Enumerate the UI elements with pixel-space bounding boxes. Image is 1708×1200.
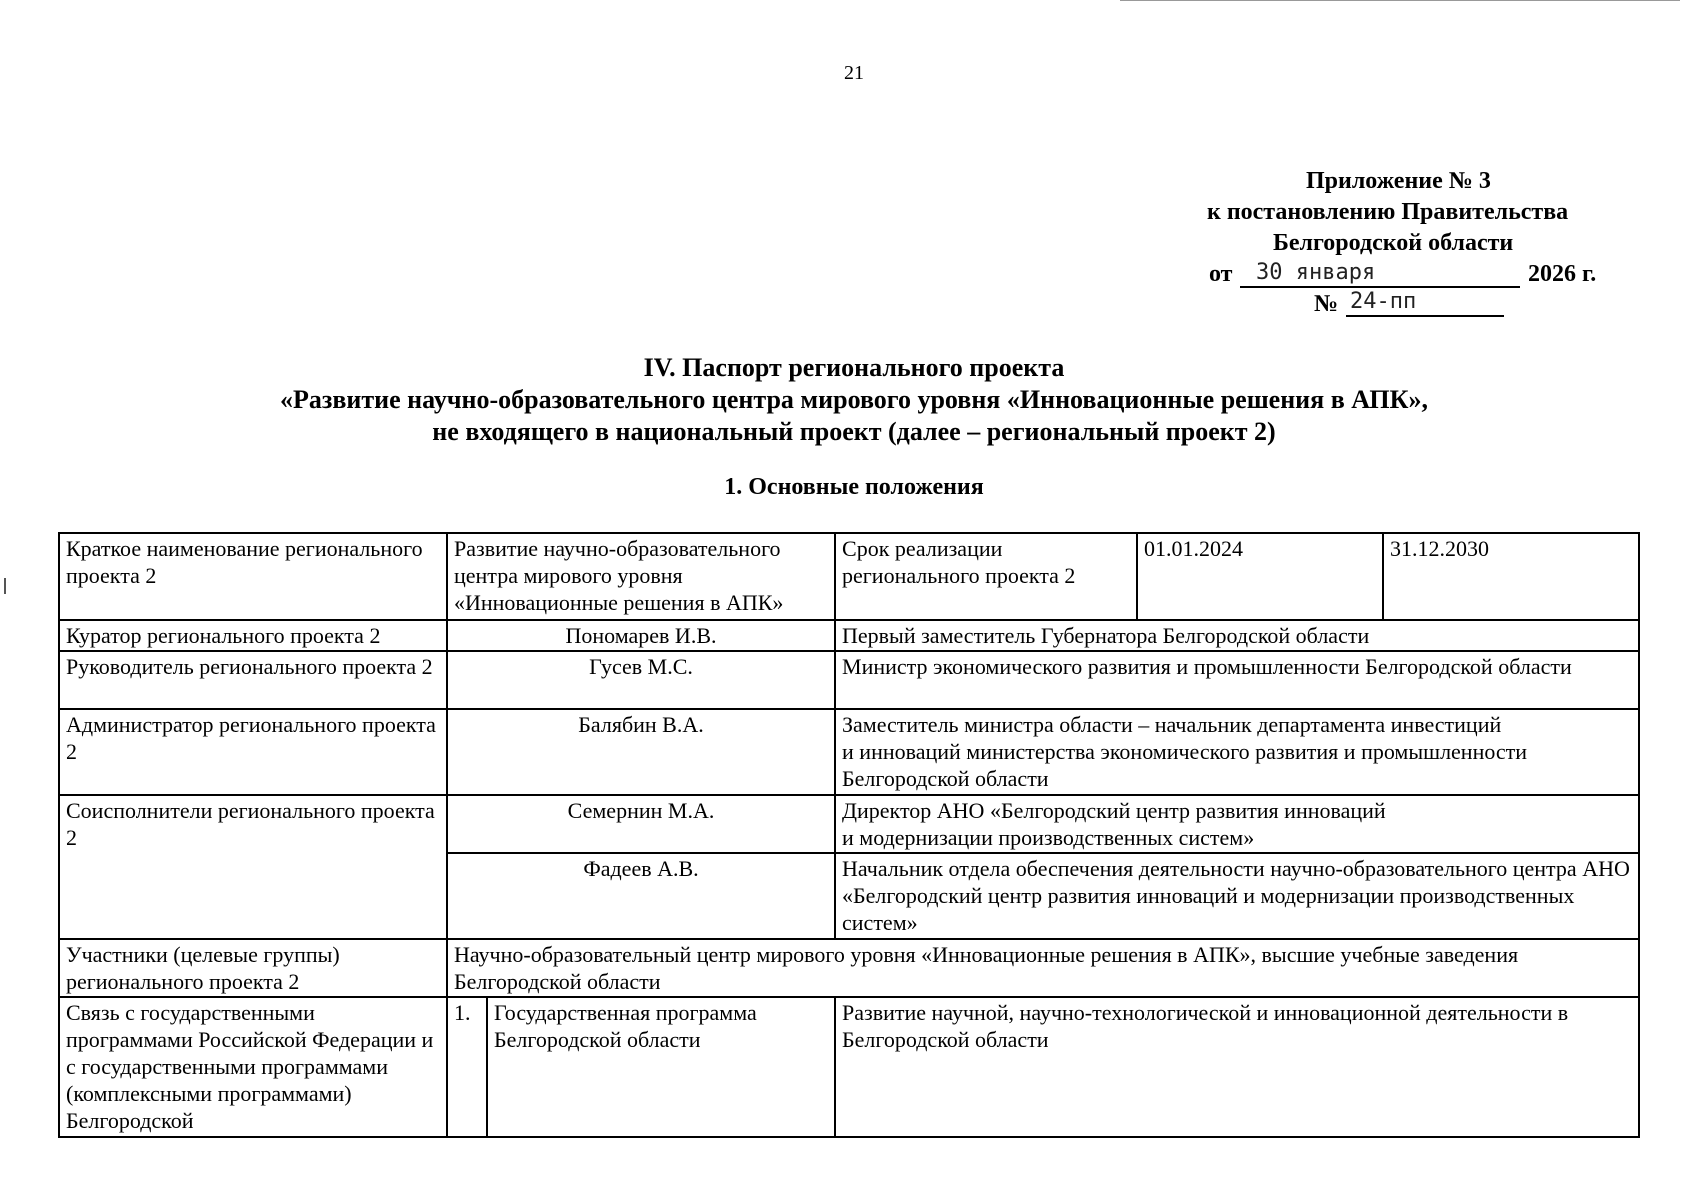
participants-value: Научно-образовательный центр мирового уровня «Инновационные решения в АПК», высшие учебные заведения Белгородской области <box>447 939 1639 997</box>
administrator-position-line1: Заместитель министра области – начальник департамента инвестиций <box>842 712 1502 737</box>
term-end: 31.12.2030 <box>1383 533 1639 620</box>
table-row <box>59 997 1639 1137</box>
title-line-1: IV. Паспорт регионального проекта <box>643 353 1065 382</box>
number-prefix: № <box>1314 291 1339 317</box>
head-person: Гусев М.С. <box>447 651 835 709</box>
table-row <box>59 709 1639 795</box>
title-line-2: «Развитие научно-образовательного центра мирового уровня «Инновационные решения в АПК», <box>280 385 1428 414</box>
term-start: 01.01.2024 <box>1137 533 1383 620</box>
programs-link-label: Связь с государственными программами Российской Федерации и с государственными программами (комплексными программами) Белгородской <box>59 997 447 1137</box>
curator-position: Первый заместитель Губернатора Белгородской области <box>835 620 1639 651</box>
short-name-label: Краткое наименование регионального проекта 2 <box>59 533 447 620</box>
coexecutor-1-position-line2: и модернизации производственных систем» <box>842 825 1255 850</box>
administrator-person: Балябин В.А. <box>447 709 835 795</box>
appendix-resolution-line: к постановлению Правительства <box>1207 199 1569 225</box>
curator-person: Пономарев И.В. <box>447 620 835 651</box>
head-label: Руководитель регионального проекта 2 <box>59 651 447 709</box>
administrator-position <box>835 709 1639 795</box>
coexecutor-2-position: Начальник отдела обеспечения деятельности научно-образовательного центра АНО «Белгородский центр развития инноваций и модернизации производственных систем» <box>835 853 1639 939</box>
table-row <box>59 533 1639 620</box>
head-position: Министр экономического развития и промышленности Белгородской области <box>835 651 1639 709</box>
passport-table <box>58 532 1640 1138</box>
date-field <box>1240 258 1520 288</box>
program-name: Государственная программа Белгородской области <box>487 997 835 1137</box>
page-number: 21 <box>844 62 864 84</box>
date-prefix: от <box>1209 261 1233 287</box>
administrator-label: Администратор регионального проекта 2 <box>59 709 447 795</box>
participants-label: Участники (целевые группы) регионального проекта 2 <box>59 939 447 997</box>
title-line-3: не входящего в национальный проект (далее – региональный проект 2) <box>432 417 1276 446</box>
coexecutors-label: Соисполнители регионального проекта 2 <box>59 795 447 939</box>
date-handwritten: 30 января <box>1256 260 1376 285</box>
scan-artifact-mark <box>4 578 6 594</box>
document-title <box>0 352 1708 448</box>
appendix-region-line: Белгородской области <box>1273 230 1514 256</box>
program-index: 1. <box>447 997 487 1137</box>
coexecutor-1-position <box>835 795 1639 853</box>
appendix-title: Приложение № 3 <box>1306 168 1491 194</box>
section-title: 1. Основные положения <box>724 474 984 500</box>
number-field <box>1346 287 1504 317</box>
short-name-value: Развитие научно-образовательного центра мирового уровня «Инновационные решения в АПК» <box>447 533 835 620</box>
coexecutor-2-person: Фадеев А.В. <box>447 853 835 939</box>
table-row <box>59 795 1639 853</box>
table-row <box>59 651 1639 709</box>
scan-artifact-line <box>1120 0 1680 1</box>
year-label: 2026 г. <box>1528 261 1597 287</box>
coexecutor-1-person: Семернин М.А. <box>447 795 835 853</box>
number-handwritten: 24-пп <box>1350 289 1417 314</box>
coexecutor-1-position-line1: Директор АНО «Белгородский центр развития инноваций <box>842 798 1386 823</box>
term-label: Срок реализации регионального проекта 2 <box>835 533 1137 620</box>
program-description: Развитие научной, научно-технологической и инновационной деятельности в Белгородской области <box>835 997 1639 1137</box>
table-row <box>59 939 1639 997</box>
curator-label: Куратор регионального проекта 2 <box>59 620 447 651</box>
administrator-position-line2: и инноваций министерства экономического развития и промышленности Белгородской области <box>842 739 1528 791</box>
table-row <box>59 620 1639 651</box>
